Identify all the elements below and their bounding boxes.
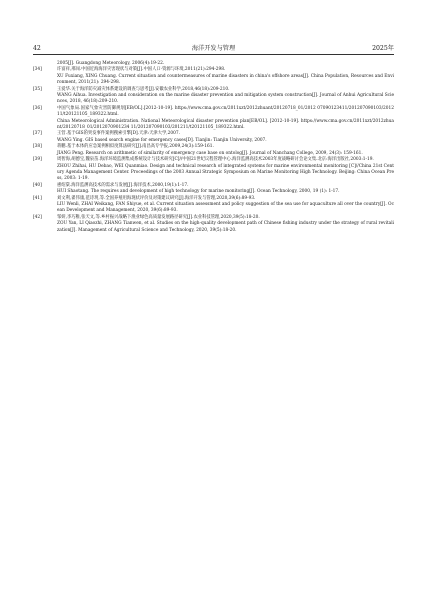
reference-number: [39] (33, 157, 42, 163)
reference-english: ZOU Yan, LI Qiaozhi, ZHANG Tianwen, et al. Studies on the high-quality development path of Chinese fishing industry under the strategy of rural revitalization[J]. Management of Agricultural Science and Technology, 2020, 39(5):18-20. (57, 221, 394, 233)
reference-34 (33, 67, 394, 86)
header-rule (33, 54, 394, 55)
reference-english: XU Fuxiang, XING Chuang. Current situation and countermeasures of marine disasters in china's offshore areas[J]. China Population, Resources and Environment, 2011(21): 294-298. (57, 73, 394, 86)
reference-chinese: 惠绍棠.海洋监测高技术的需求与发展[J].海洋技术,2000,19(1):1-17. (57, 182, 189, 188)
reference-number: [41] (33, 195, 42, 201)
reference-english: LIU Wenli, ZHAI Weikang, FAN Shiyue, et al. Current situation assessment and policy suggestion of the sea use for aquaculture all over the country[J]. Ocean Development and Management, 2020, 39(6):89-93. (57, 201, 394, 214)
reference-chinese: 王爱华.关于海洋防灾减灾体系建设的调查与思考[J].安徽农业科学,2018,46(18):209-210. (57, 86, 230, 92)
reference-number: [36] (33, 105, 42, 111)
reference-list (33, 61, 394, 234)
reference-english: WANG Aihua. Investigation and consideration on the marine disaster prevention and mitigation system construction[J]. Journal of Anhui Agricultural Sciences, 2018, 46(18):209-210. (57, 93, 394, 105)
reference-chinese: 中国气象局.国家气象灾害防御规划[EB/OL].[2012-10-19]. https://www.cma.gov.cn/2011xzt/2012zhuant/20120718_01/2012 07090123411/201207090103/201211/t20121105_189322.html. (57, 105, 394, 118)
reference-37 (33, 131, 394, 144)
reference-36 (33, 106, 394, 132)
reference-english: HUI Shaotang. The requires and development of high technology for marine monitoring[J]. Ocean Technology, 2000, 19 (1): 1-17. (57, 189, 340, 195)
reference-english: WANG Ying. GIS based search engine for emergency cases[D]. Tianjin: Tianjin University, 2007. (57, 137, 267, 143)
reference-42 (33, 215, 394, 234)
journal-year: 2025年 (372, 45, 394, 52)
page-header (33, 45, 394, 57)
reference-chinese: 邹妍,李巧稚,张天文,等.乡村振兴战略下渔业绿色高质量发展路径研究[J].农业科技管理,2020,39(5):18-20. (57, 214, 260, 220)
reference-40 (33, 183, 394, 196)
reference-number: [42] (33, 214, 42, 220)
reference-chinese: 刘文利,翟伟康,范诗玥,等.全国养殖用海现状评价及对策建议研究[J].海洋开发与管理,2020,39(6):89-93. (57, 195, 256, 201)
page-number: 42 (33, 45, 41, 52)
reference-chinese: 蒋鹏.基于本体的应急案例相似度算法研究[J].南昌高专学报,2009,24(3):159-161. (57, 144, 214, 150)
reference-number: [35] (33, 86, 42, 92)
reference-39 (33, 157, 394, 183)
reference-chinese: 许富祥,邢闯.中国近海海洋灾害现状与对策[J].中国人口·资源与环境,2011(21):294-298. (57, 67, 226, 73)
reference-35 (33, 87, 394, 106)
reference-english: China Meteorological Administration. National Meteorological disaster prevention plan[EB/OL]. [2012-10-19]. https://www.cma.gov.cn/2011xzt/2012zhuant/20120718_01/2012070901234 11/201207090103/201211/t20121105_189322.html. (57, 118, 394, 131)
reference-chinese: 周智海,胡德宝,魏泉苗.海洋环境监测集成系统设计与技术研究[C]//中国21世纪议程管理中心.海洋监测高技术2003年度战略研讨会论文集.北京:海洋出版社,2003:1-19. (57, 157, 374, 163)
reference-chinese: 王营.基于GIS的突发事件案例搜索引擎[D].天津:天津大学,2007. (57, 131, 180, 137)
journal-title: 海洋开发与管理 (191, 45, 236, 52)
reference-41 (33, 196, 394, 215)
reference-continuation: 2005[J]. Guangdong Meteorology, 2006(4):19-22. (57, 61, 165, 66)
reference-38 (33, 144, 394, 157)
reference-number: [38] (33, 144, 42, 150)
reference-number: [37] (33, 131, 42, 137)
reference-english: ZHOU Zhihai, HU Debao, WEI Quanmiao. Design and technical research of integrated systems for marine environmental monitoring [C]//China 21st Century Agenda Management Center. Proceedings of the 2003 Annual Strategic Symposium on Marine Monitoring High Technology. Beijing: China Ocean Press, 2003: 1-19. (57, 163, 394, 182)
reference-number: [34] (33, 67, 42, 73)
reference-english: JIANG Peng. Research on arithmetic of similarity of emergency case base on ontolog[J]. Journal of Nanchang College, 2009, 24(3): 159-161. (57, 150, 363, 156)
reference-number: [40] (33, 182, 42, 188)
